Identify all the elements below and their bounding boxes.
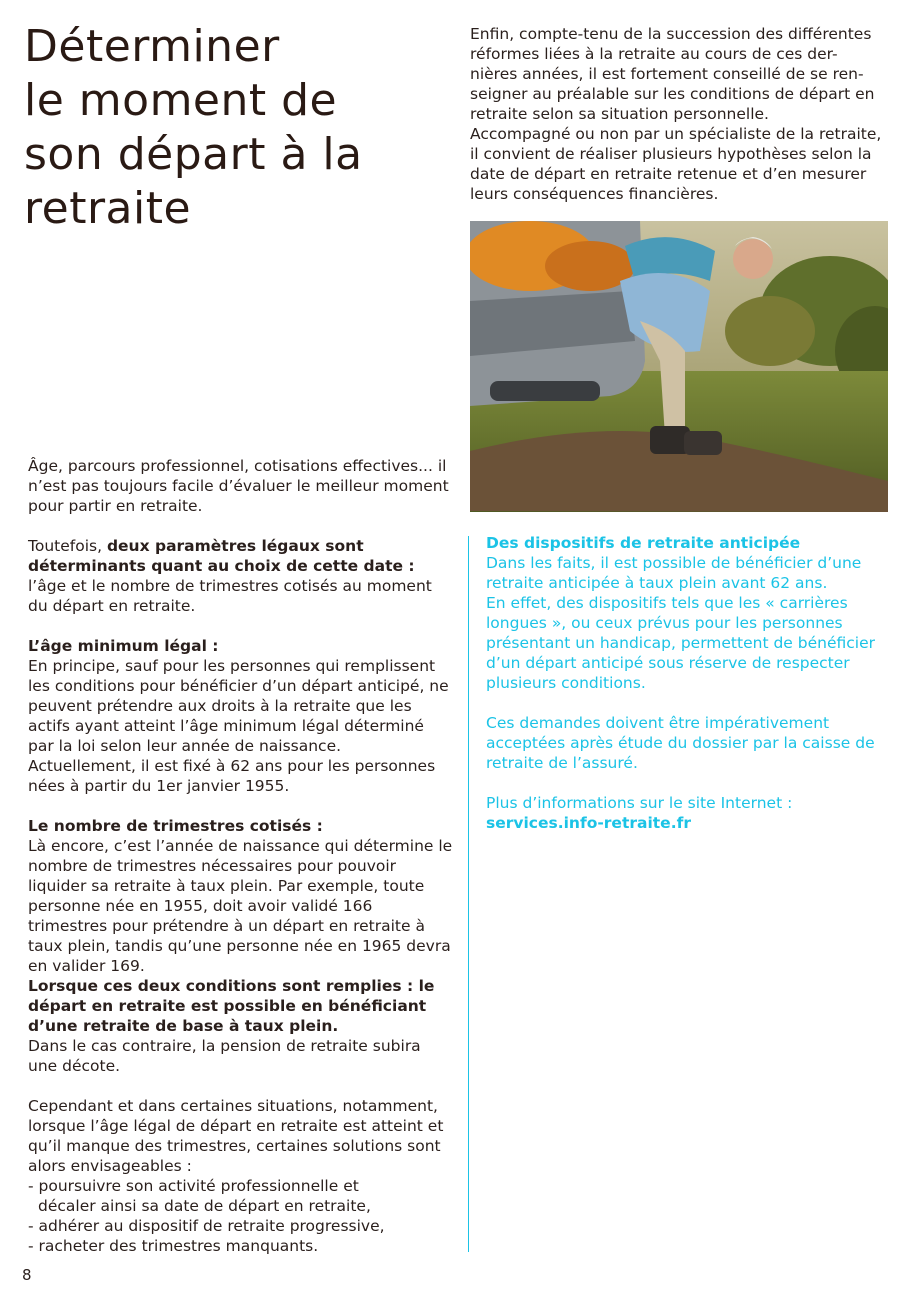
parameters-pre: Toutefois, xyxy=(28,537,107,555)
list-item: - racheter des trimestres manquants. xyxy=(28,1237,319,1255)
parameters-post: l’âge et le nombre de trimestres cotisés au moment du départ en retraite. xyxy=(28,577,432,615)
intro-line: réformes liées à la retraite au cours de ces der- xyxy=(470,45,838,63)
accent-divider xyxy=(468,536,469,1252)
box-paragraph: Ces demandes doivent être impérativement acceptées après étude du dossier par la caisse de retraite de l’assuré. xyxy=(486,714,875,772)
intro-line: il convient de réaliser plusieurs hypothèses selon la xyxy=(470,145,872,163)
decote-paragraph: Dans le cas contraire, la pension de retraite subira une décote. xyxy=(28,1037,421,1075)
intro-line: retraite selon sa situation personnelle. xyxy=(470,105,769,123)
intro-line: nières années, il est fortement conseillé de se ren- xyxy=(470,65,864,83)
intro-line: Enfin, compte-tenu de la succession des différentes xyxy=(470,25,872,43)
quarters-heading-text: Le nombre de trimestres cotisés : xyxy=(28,817,323,835)
box-heading-text: Des dispositifs de retraite anticipée xyxy=(486,534,801,552)
intro-text: Âge, parcours professionnel, cotisations effectives... il n’est pas toujours facile d’évaluer le meilleur moment pour partir en retraite. xyxy=(28,457,449,515)
intro-line: date de départ en retraite retenue et d’en mesurer xyxy=(470,165,867,183)
box-heading xyxy=(486,533,896,553)
title-line: son départ à la xyxy=(24,129,363,180)
intro-line: seigner au préalable sur les conditions de départ en xyxy=(470,85,875,103)
page-number: 8 xyxy=(22,1266,32,1284)
age-heading-text: L’âge minimum légal : xyxy=(28,637,219,655)
age-heading xyxy=(28,636,453,656)
box-paragraph: En effet, des dispositifs tels que les « carrières longues », ou ceux prévus pour les personnes présentant un handicap, permettent de bénéficier d’un départ anticipé sous réserve de respecter plusieurs conditions. xyxy=(486,594,875,692)
website-link[interactable] xyxy=(486,813,896,833)
page-title xyxy=(24,20,444,236)
early-retirement-box xyxy=(486,533,896,833)
list-item: - poursuivre son activité professionnelle et xyxy=(28,1177,359,1195)
solutions-paragraph: Cependant et dans certaines situations, notamment, lorsque l’âge légal de départ en retraite est atteint et qu’il manque des trimestres, certaines solutions sont alors envisageables : xyxy=(28,1097,444,1175)
left-column xyxy=(28,456,453,1256)
senior-hiker-photo xyxy=(470,221,888,512)
list-item: décaler ainsi sa date de départ en retraite, xyxy=(38,1197,371,1215)
box-paragraph: Dans les faits, il est possible de bénéficier d’une retraite anticipée à taux plein avant 62 ans. xyxy=(486,554,862,592)
intro-paragraph xyxy=(470,24,890,204)
intro-line: leurs conséquences financières. xyxy=(470,185,719,203)
intro-line: Accompagné ou non par un spécialiste de la retraite, xyxy=(470,125,882,143)
parameters-bold: deux paramètres légaux sont déterminants quant au choix de cette date : xyxy=(28,537,415,575)
title-line: le moment de xyxy=(24,75,338,126)
title-line: Déterminer xyxy=(24,21,280,72)
age-paragraph: En principe, sauf pour les personnes qui remplissent les conditions pour bénéficier d’un départ anticipé, ne peuvent prétendre aux droits à la retraite que les actifs ayant atteint l’âge minimum légal déterminé par la loi selon leur année de naissance. Actuellement, il est fixé à 62 ans pour les personnes nées à partir du 1er janvier 1955. xyxy=(28,657,449,795)
parameters-paragraph xyxy=(28,536,453,616)
quarters-paragraph: Là encore, c’est l’année de naissance qui détermine le nombre de trimestres nécessaires pour pouvoir liquider sa retraite à taux plein. Par exemple, toute personne née en 1955, doit avoir validé 166 trimestres pour prétendre à un départ en retraite à taux plein, tandis qu’une personne née en 1965 devra en valider 169. xyxy=(28,837,453,975)
box-paragraph: Plus d’informations sur le site Internet : xyxy=(486,794,793,812)
list-item: - adhérer au dispositif de retraite progressive, xyxy=(28,1217,385,1235)
conditions-paragraph xyxy=(28,976,453,1036)
quarters-heading xyxy=(28,816,453,836)
title-line: retraite xyxy=(24,183,192,234)
conditions-bold: Lorsque ces deux conditions sont remplies : le départ en retraite est possible en bénéficiant d’une retraite de base à taux plein. xyxy=(28,977,435,1035)
website-link-text[interactable]: services.info-retraite.fr xyxy=(486,814,691,832)
